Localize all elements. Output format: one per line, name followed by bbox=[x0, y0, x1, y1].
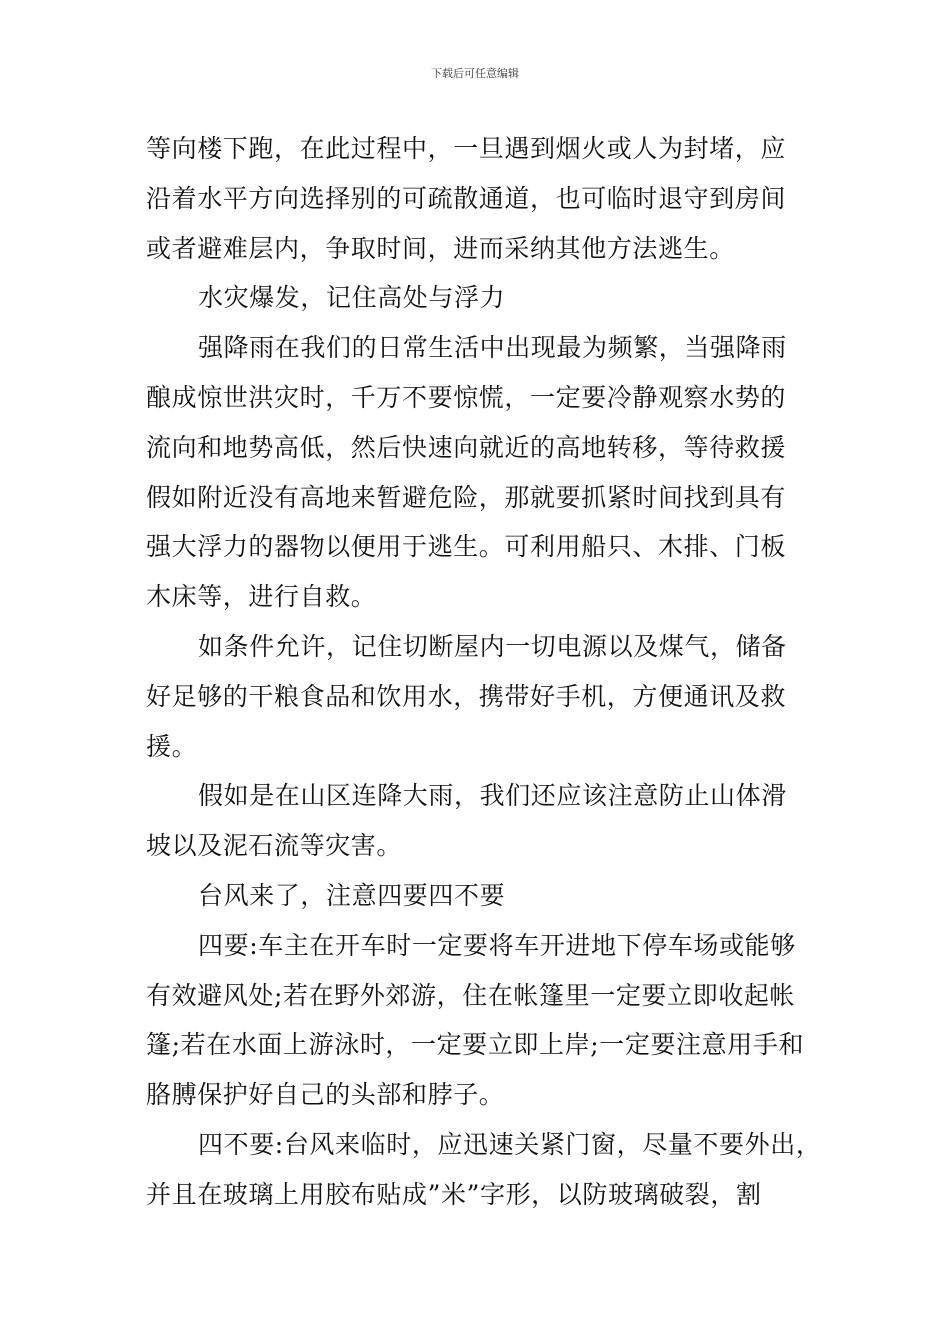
text-line: 酿成惊世洪灾时，千万不要惊慌，一定要冷静观察水势的 bbox=[146, 382, 787, 412]
text-line: 流向和地势高低，然后快速向就近的高地转移，等待救援 bbox=[146, 432, 787, 462]
text-line: 等向楼下跑，在此过程中，一旦遇到烟火或人为封堵，应 bbox=[146, 134, 787, 163]
text-line: 强降雨在我们的日常生活中出现最为频繁，当强降雨 bbox=[198, 333, 787, 363]
text-line: 坡以及泥石流等灾害。 bbox=[146, 831, 403, 861]
text-line: 四要:车主在开车时一定要将车开进地下停车场或能够 bbox=[198, 930, 796, 960]
text-line: 沿着水平方向选择别的可疏散通道，也可临时退守到房间 bbox=[146, 183, 787, 213]
page-header: 下载后可任意编辑 bbox=[431, 67, 519, 80]
text-line: 胳膊保护好自己的头部和脖子。 bbox=[146, 1080, 505, 1110]
text-line: 篷;若在水面上游泳时，一定要立即上岸;一定要注意用手和 bbox=[146, 1030, 805, 1060]
document-body bbox=[146, 124, 822, 1220]
section-heading-flood: 水灾爆发，记住高处与浮力 bbox=[198, 283, 506, 313]
text-line: 假如是在山区连降大雨，我们还应该注意防止山体滑 bbox=[198, 781, 787, 811]
text-line: 强大浮力的器物以便用于逃生。可利用船只、木排、门板 bbox=[146, 532, 787, 562]
text-line: 援。 bbox=[146, 731, 198, 761]
text-line: 有效避风处;若在野外郊游，住在帐篷里一定要立即收起帐 bbox=[146, 980, 796, 1010]
text-line: 好足够的干粮食品和饮用水，携带好手机，方便通讯及救 bbox=[146, 681, 787, 711]
text-line: 假如附近没有高地来暂避危险，那就要抓紧时间找到具有 bbox=[146, 482, 787, 512]
text-line: 或者避难层内，争取时间，进而采纳其他方法逃生。 bbox=[146, 233, 735, 263]
text-line: 木床等，进行自救。 bbox=[146, 582, 377, 612]
text-line: 如条件允许，记住切断屋内一切电源以及煤气，储备 bbox=[198, 631, 787, 661]
section-heading-typhoon: 台风来了，注意四要四不要 bbox=[198, 880, 506, 910]
text-line: 并且在玻璃上用胶布贴成”米”字形，以防玻璃破裂，割 bbox=[146, 1179, 762, 1209]
text-line: 四不要:台风来临时，应迅速关紧门窗，尽量不要外出， bbox=[198, 1129, 822, 1159]
